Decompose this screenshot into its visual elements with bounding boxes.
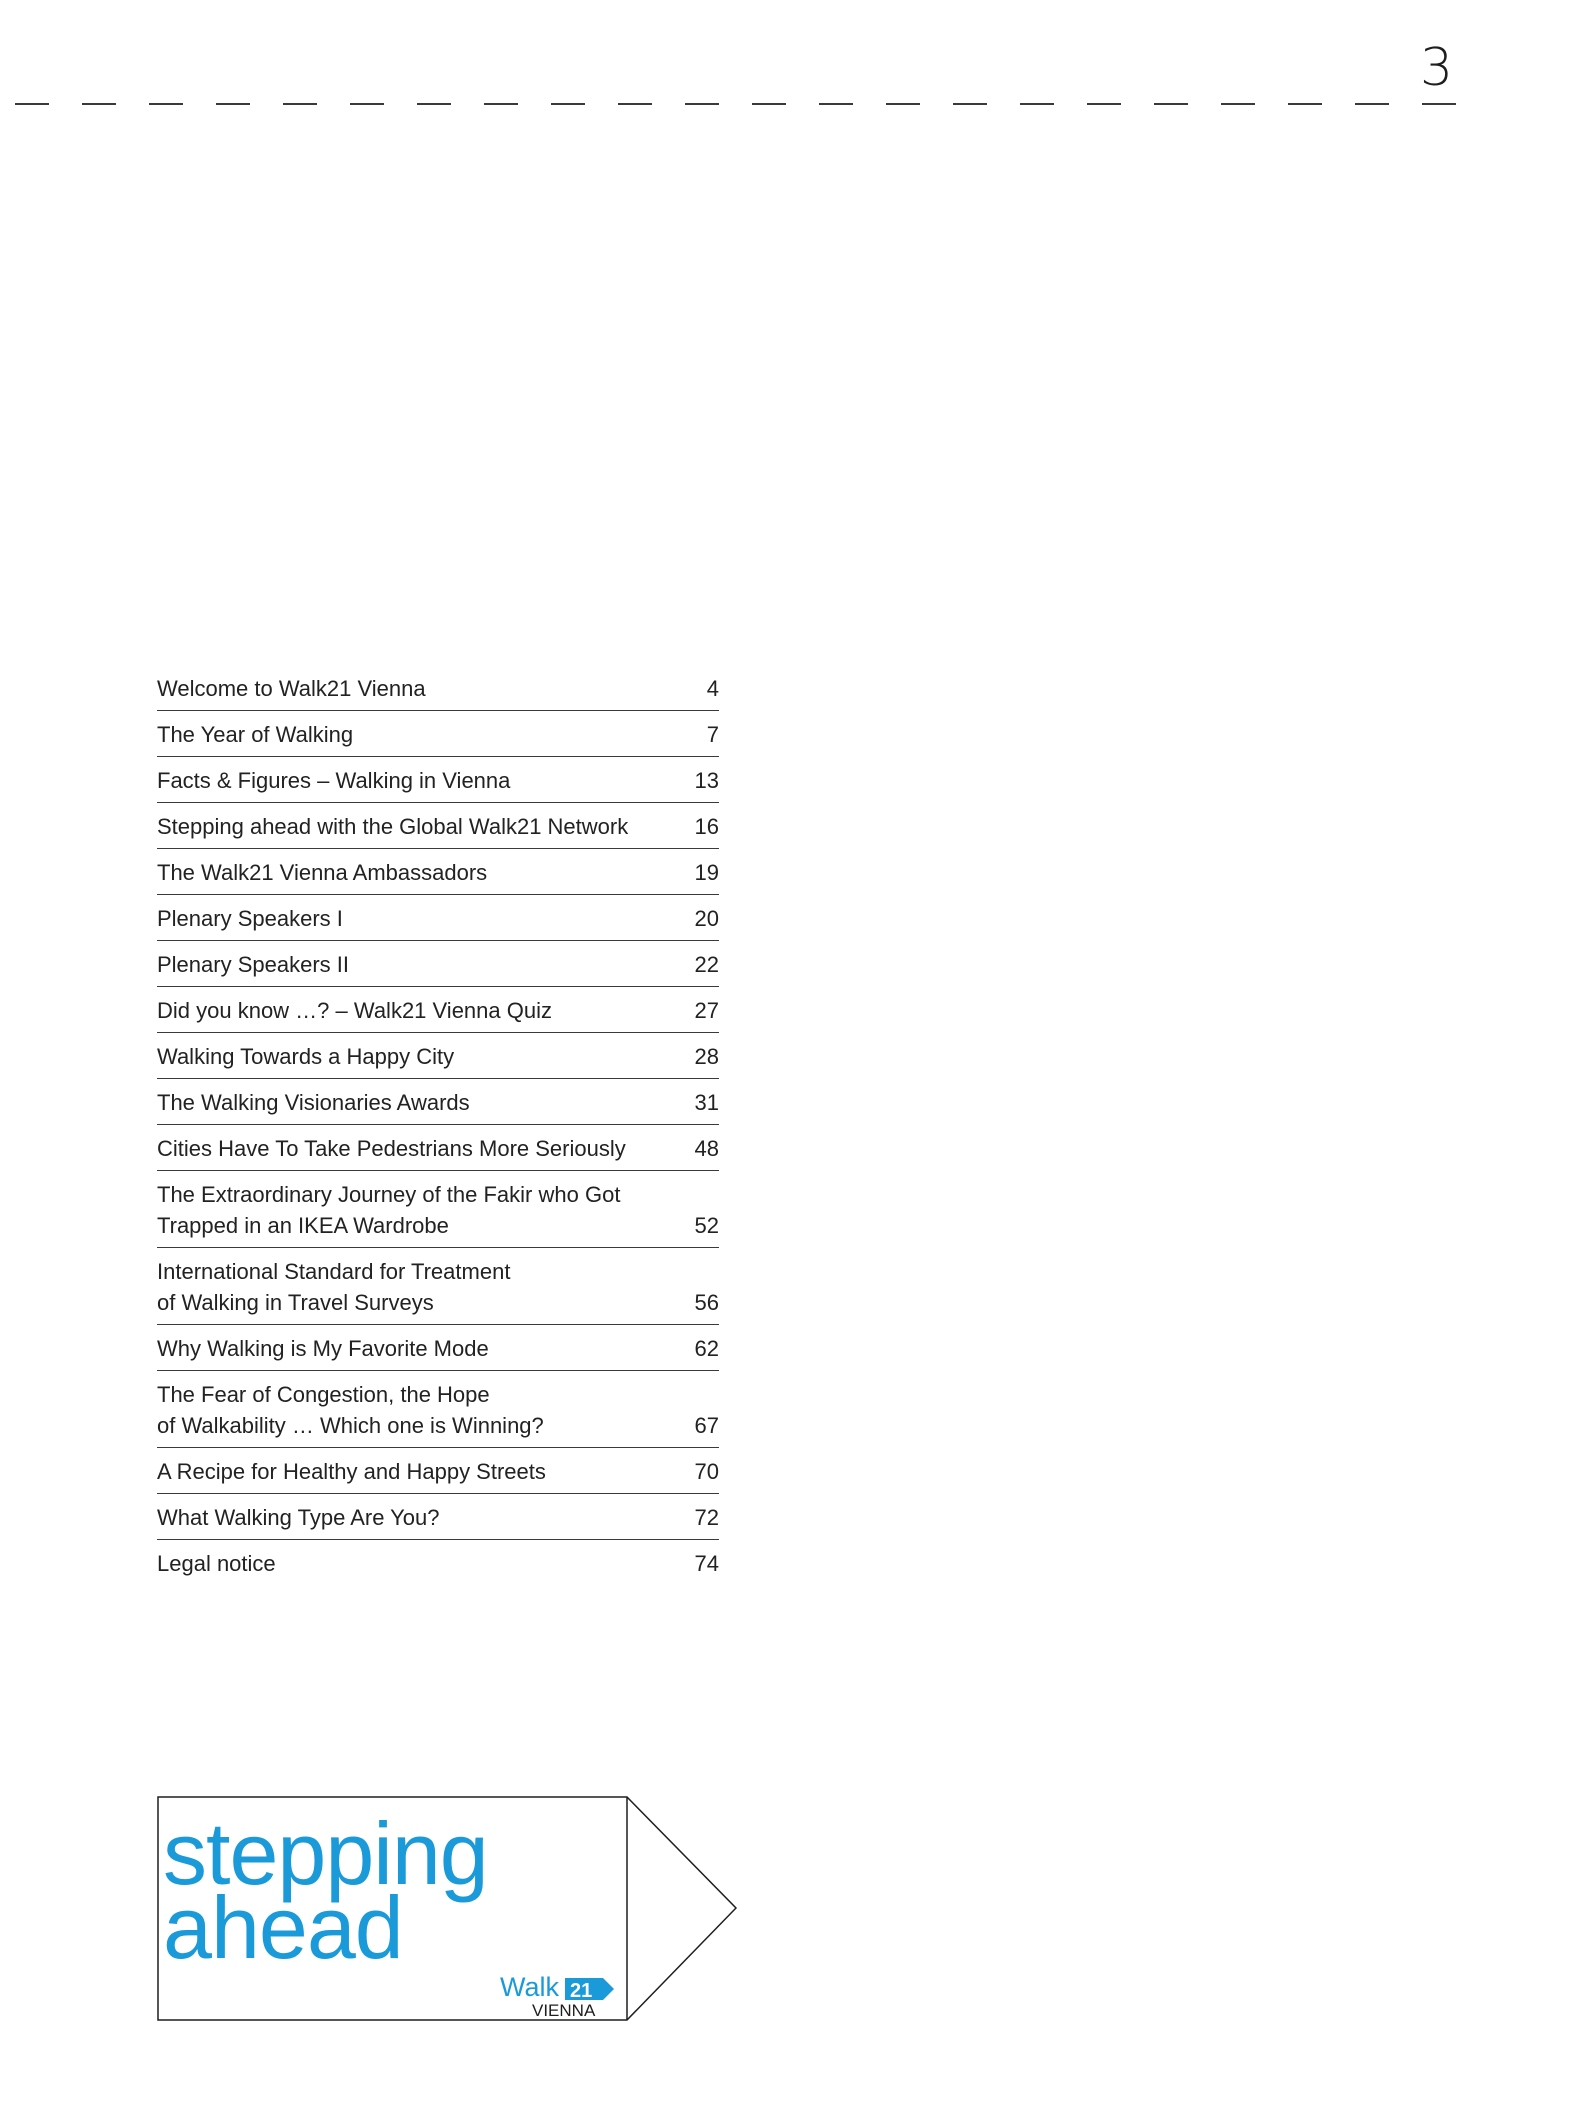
toc-entry-page: 67 [694,1413,719,1438]
toc-entry-page: 16 [694,814,719,839]
toc-entry-page: 13 [694,768,719,793]
toc-entry-page: 19 [694,860,719,885]
toc-entry-title: Walking Towards a Happy City [157,1044,455,1069]
toc-entry[interactable] [157,1494,719,1540]
toc-entry[interactable] [157,1248,719,1325]
toc-entry-page: 31 [694,1090,719,1115]
toc-entry-page: 7 [706,722,719,747]
toc-entry[interactable] [157,803,719,849]
toc-entry-page: 20 [694,906,719,931]
toc-entry-title: The Walk21 Vienna Ambassadors [157,860,488,885]
toc-entry-title: International Standard for Treatment of Walking in Travel Surveys [157,1259,511,1315]
toc-entry-page: 22 [694,952,719,977]
toc-entry-page: 28 [694,1044,719,1069]
toc-entry-title: Welcome to Walk21 Vienna [157,676,426,701]
toc-entry[interactable] [157,987,719,1033]
logo-brand-number: 21 [570,1980,593,2002]
toc-entry-page: 48 [694,1136,719,1161]
toc-entry[interactable] [157,895,719,941]
toc-entry-title: The Extraordinary Journey of the Fakir who Got Trapped in an IKEA Wardrobe [157,1182,621,1238]
toc-entry[interactable] [157,1171,719,1248]
toc-entry[interactable] [157,1125,719,1171]
toc-entry-title: Did you know …? – Walk21 Vienna Quiz [157,998,552,1023]
toc-entry-page: 62 [694,1336,719,1361]
toc-entry-title: Cities Have To Take Pedestrians More Seriously [157,1136,626,1161]
logo-brand-walk: Walk [500,1972,559,2002]
toc-entry-title: What Walking Type Are You? [157,1505,440,1530]
toc-entry-title: Why Walking is My Favorite Mode [157,1336,489,1361]
toc-entry[interactable] [157,1540,719,1585]
toc-entry-title: Stepping ahead with the Global Walk21 Network [157,814,629,839]
toc-entry[interactable] [157,849,719,895]
logo-brand-city: VIENNA [532,2001,596,2020]
stepping-ahead-logo [157,1796,737,2021]
page-number: 3 [1420,38,1454,98]
toc-entry-title: Legal notice [157,1551,276,1576]
toc-entry[interactable] [157,941,719,987]
toc-entry-title: Plenary Speakers I [157,906,343,931]
toc-entry-title: The Walking Visionaries Awards [157,1090,470,1115]
toc-entry[interactable] [157,757,719,803]
toc-entry-page: 72 [694,1505,719,1530]
toc-entry-page: 52 [694,1213,719,1238]
toc-entry-page: 74 [694,1551,719,1576]
toc-entry-page: 70 [694,1459,719,1484]
header-dashed-rule [15,103,1463,105]
toc-entry[interactable] [157,711,719,757]
toc-entry-page: 56 [694,1290,719,1315]
toc-entry-title: The Fear of Congestion, the Hope of Walkability … Which one is Winning? [157,1382,544,1438]
logo-line-stepping: stepping [163,1804,488,1903]
toc-entry[interactable] [157,1448,719,1494]
table-of-contents [157,665,719,1585]
toc-entry[interactable] [157,1371,719,1448]
toc-entry[interactable] [157,1033,719,1079]
toc-entry[interactable] [157,1079,719,1125]
logo-line-ahead: ahead [163,1878,403,1977]
toc-entry-page: 4 [706,676,719,701]
toc-entry-title: Facts & Figures – Walking in Vienna [157,768,511,793]
toc-entry-title: A Recipe for Healthy and Happy Streets [157,1459,546,1484]
toc-entry-title: Plenary Speakers II [157,952,349,977]
toc-entry[interactable] [157,1325,719,1371]
toc-entry-title: The Year of Walking [157,722,354,747]
toc-entry[interactable] [157,665,719,711]
toc-entry-page: 27 [694,998,719,1023]
